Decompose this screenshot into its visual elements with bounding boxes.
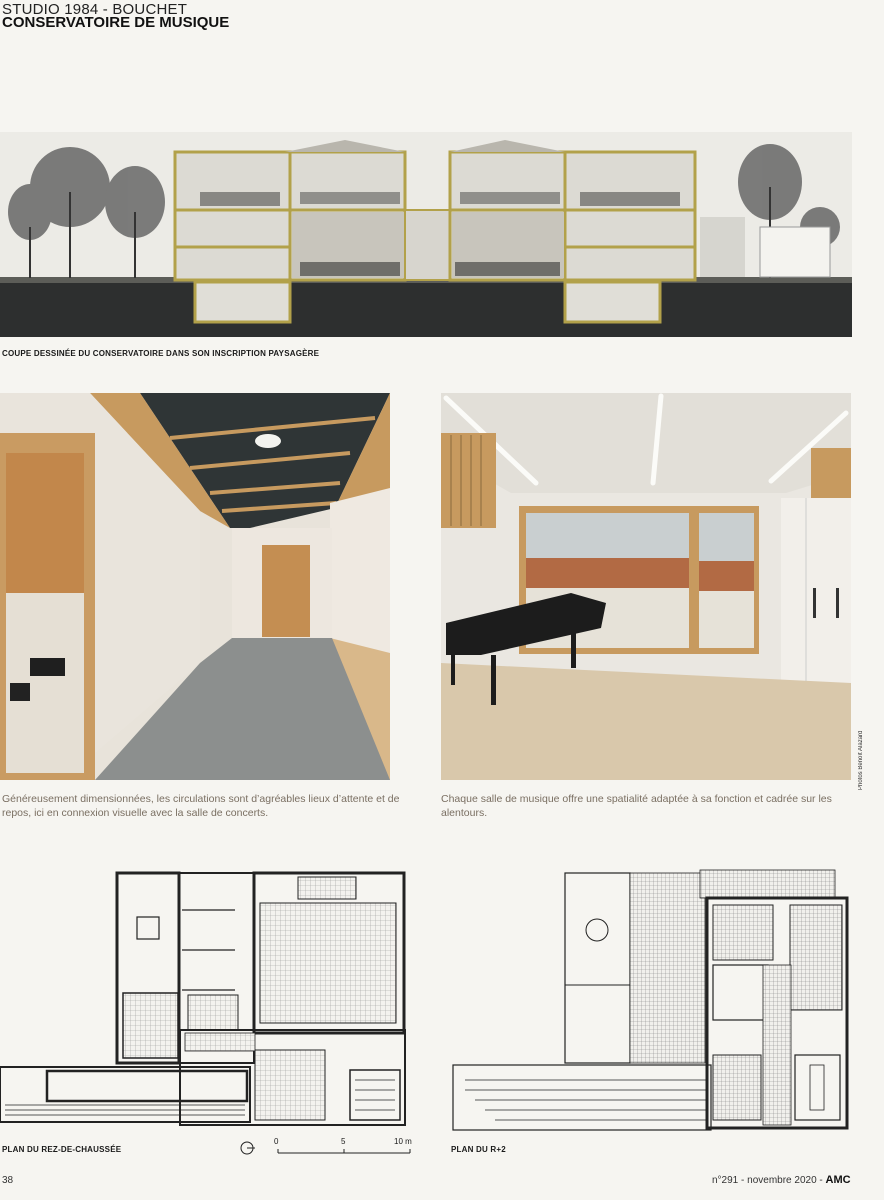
magazine-brand: AMC [825, 1174, 851, 1186]
ground-floor-plan-label: PLAN DU REZ-DE-CHAUSSÉE [2, 1145, 122, 1154]
scale-label-10: 10 m [394, 1137, 412, 1146]
photo-credit: Photos Benoît Alazard [858, 730, 864, 790]
section-caption: COUPE DESSINÉE DU CONSERVATOIRE DANS SON INSCRIPTION PAYSAGÈRE [2, 349, 320, 358]
issue-text: n°291 - novembre 2020 - [712, 1175, 826, 1186]
issue-info [712, 1174, 851, 1186]
music-room-caption: Chaque salle de musique offre une spatialité adaptée à sa fonction et cadrée sur les alentours. [441, 793, 832, 819]
section-drawing [0, 132, 852, 337]
music-room-photo [441, 393, 851, 780]
page-number: 38 [2, 1175, 14, 1186]
scale-label-5: 5 [341, 1137, 346, 1146]
corridor-photo [0, 393, 390, 780]
ground-floor-plan [0, 865, 418, 1133]
studio-name: STUDIO 1984 - BOUCHET [2, 1, 188, 18]
upper-floor-plan [445, 865, 855, 1133]
scale-bar [238, 1137, 418, 1157]
corridor-caption: Généreusement dimensionnées, les circulations sont d’agréables lieux d’attente et de repos, ici en connexion visuelle avec la salle de concerts. [2, 793, 400, 819]
upper-floor-plan-label: PLAN DU R+2 [451, 1145, 506, 1154]
article-title: CONSERVATOIRE DE MUSIQUE [2, 14, 230, 31]
scale-label-0: 0 [274, 1137, 279, 1146]
